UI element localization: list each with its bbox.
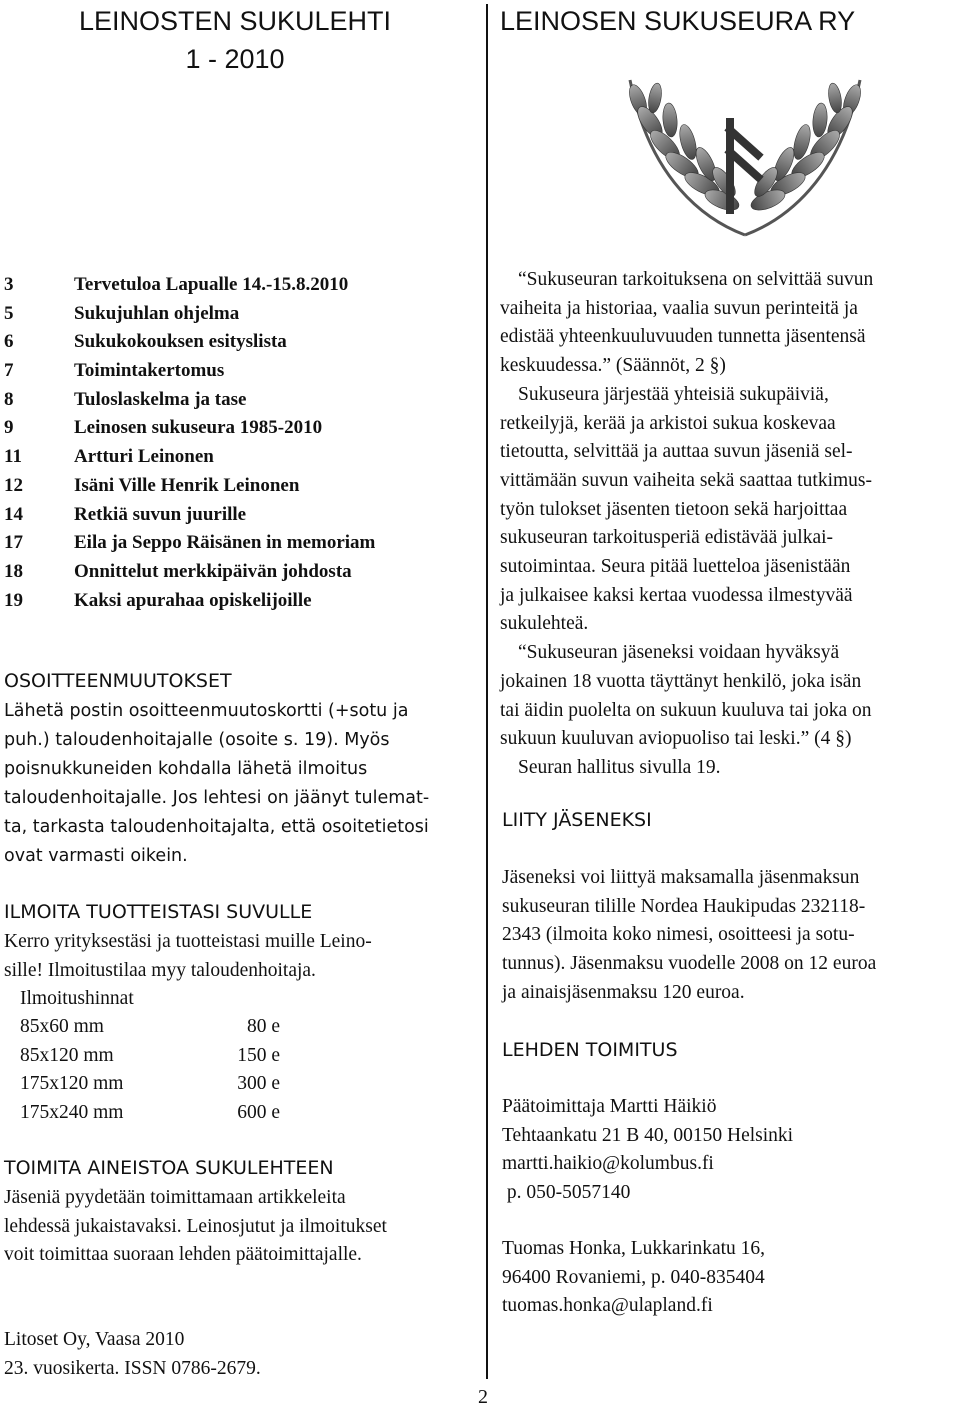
toc-title: Onnittelut merkkipäivän johdosta: [74, 560, 352, 582]
toc-title: Retkiä suvun juurille: [74, 503, 247, 525]
text-line: poisnukkuneiden kohdalla lähetä ilmoitus: [4, 759, 368, 779]
text-line: Lähetä postin osoitteenmuutoskortti (+sotu ja: [4, 701, 409, 721]
editor-in-chief: [502, 1093, 793, 1208]
submit-material-text: [4, 1184, 474, 1270]
column-divider: [486, 4, 488, 1379]
advertise-text: [4, 928, 474, 985]
magazine-issue: 1 - 2010: [185, 44, 285, 74]
editor-contact: [502, 1235, 765, 1321]
toc-row: [4, 386, 375, 415]
magazine-title: [0, 2, 470, 78]
toc-title: Tuloslaskelma ja tase: [74, 388, 247, 410]
toc-title: Sukukokouksen esityslista: [74, 331, 287, 353]
text-line: sukuun kuuluvan aviopuoliso tai leski.” (4 §): [500, 728, 852, 750]
toc-row: [4, 558, 375, 587]
text-line: “Sukuseuran tarkoituksena on selvittää suvun: [518, 269, 874, 290]
text-line: jokainen 18 vuotta täyttänyt henkilö, joka isän: [500, 670, 862, 692]
ad-price: 150 e: [237, 1045, 280, 1066]
toc-page-number: 17: [4, 532, 23, 554]
text-line: sukuseuran tilille Nordea Haukipudas 232118-: [502, 895, 866, 917]
text-line: voit toimittaa suoraan lehden päätoimittajalle.: [4, 1244, 362, 1266]
ad-price: 80 e: [246, 1016, 280, 1037]
text-line: työn tulokset jäsenten tietoon sekä harjoittaa: [500, 498, 848, 520]
submit-material-heading: TOIMITA AINEISTOA SUKULEHTEEN: [4, 1157, 334, 1179]
text-line: Tehtaankatu 21 B 40, 00150 Helsinki: [502, 1124, 794, 1146]
ad-size: 175x120 mm: [20, 1073, 124, 1094]
toc-title: Artturi Leinonen: [74, 446, 214, 468]
text-line: Jäseneksi voi liittyä maksamalla jäsenmaksun: [502, 867, 860, 888]
join-text: [502, 864, 958, 1008]
text-line: vaiheita ja historiaa, vaalia suvun perinteitä ja: [500, 297, 858, 319]
text-line: Päätoimittaja Martti Häikiö: [502, 1096, 717, 1117]
email-link[interactable]: tuomas.honka@ulapland.fi: [502, 1295, 713, 1317]
toc-row: [4, 443, 375, 472]
toc-row: [4, 414, 375, 443]
toc-row: [4, 300, 375, 329]
text-line: tietoutta, selvittää ja auttaa suvun jäseniä sel-: [500, 441, 853, 463]
toc-page-number: 6: [4, 331, 14, 353]
toc-page-number: 11: [4, 446, 22, 468]
toc-title: Eila ja Seppo Räisänen in memoriam: [74, 532, 376, 554]
text-line: ja ainaisjäsenmaksu 120 euroa.: [502, 981, 745, 1003]
advertise-heading: ILMOITA TUOTTEISTASI SUVULLE: [4, 901, 313, 923]
toc-title: Leinosen sukuseura 1985-2010: [74, 417, 323, 439]
address-changes-text: [4, 697, 464, 871]
join-heading: LIITY JÄSENEKSI: [502, 809, 652, 831]
ad-size: 85x120 mm: [20, 1045, 114, 1066]
text-line: Jäseniä pyydetään toimittamaan artikkeleita: [4, 1187, 346, 1208]
text-line: Seuran hallitus sivulla 19.: [518, 756, 721, 778]
toc-title: Kaksi apurahaa opiskelijoille: [74, 589, 312, 611]
price-row: [20, 1042, 280, 1071]
ad-price: 600 e: [237, 1102, 280, 1123]
price-row: [20, 1099, 280, 1128]
editorial-heading: LEHDEN TOIMITUS: [502, 1039, 678, 1061]
toc-page-number: 19: [4, 589, 23, 611]
magazine-title-line1: LEINOSTEN SUKULEHTI: [78, 6, 392, 36]
ad-size: 85x60 mm: [20, 1016, 104, 1037]
text-line: vittämään suvun vaiheita sekä saattaa tutkimus-: [500, 469, 873, 491]
price-row: [20, 1070, 280, 1099]
text-line: taloudenhoitajalle. Jos lehtesi on jäänyt tulemat-: [4, 788, 430, 808]
toc-row: [4, 501, 375, 530]
text-line: 2343 (ilmoita koko nimesi, osoitteesi ja sotu-: [502, 924, 855, 946]
price-row: [20, 1013, 280, 1042]
text-line: Kerro yrityksestäsi ja tuotteistasi muille Leino-: [4, 931, 372, 952]
text-line: Tuomas Honka, Lukkarinkatu 16,: [502, 1238, 766, 1259]
text-line: sukuseuran tarkoitusperiä edistävää julkai-: [500, 527, 834, 549]
toc-page-number: 7: [4, 360, 14, 382]
text-line: ta, tarkasta taloudenhoitajalta, että osoitetietosi: [4, 817, 429, 837]
toc-row: [4, 529, 375, 558]
purpose-text: [500, 266, 960, 783]
toc-title: Toimintakertomus: [74, 360, 225, 382]
email-link[interactable]: martti.haikio@kolumbus.fi: [502, 1153, 714, 1175]
text-line: p. 050-5057140: [502, 1182, 631, 1204]
toc-row: [4, 271, 375, 300]
ad-price: 300 e: [237, 1073, 280, 1094]
table-of-contents: [4, 271, 375, 615]
text-line: ja julkaisee kaksi kertaa vuodessa ilmestyvää: [500, 584, 853, 606]
toc-page-number: 12: [4, 474, 23, 496]
text-line: tai äidin puolelta on sukuun kuuluva tai joka on: [500, 699, 872, 721]
toc-row: [4, 328, 375, 357]
toc-title: Tervetuloa Lapualle 14.-15.8.2010: [74, 274, 349, 295]
toc-page-number: 3: [4, 274, 14, 295]
text-line: ovat varmasti oikein.: [4, 846, 188, 866]
text-line: “Sukuseuran jäseneksi voidaan hyväksyä: [518, 642, 840, 664]
association-title: LEINOSEN SUKUSEURA RY: [500, 6, 856, 36]
page-number: 2: [478, 1386, 488, 1408]
toc-page-number: 18: [4, 560, 23, 582]
toc-page-number: 8: [4, 388, 14, 410]
toc-row: [4, 587, 375, 616]
toc-page-number: 5: [4, 302, 14, 324]
toc-row: [4, 472, 375, 501]
text-line: Sukuseura järjestää yhteisiä sukupäiviä,: [518, 383, 829, 405]
toc-title: Sukujuhlan ohjelma: [74, 302, 240, 324]
text-line: sille! Ilmoitustilaa myy taloudenhoitaja.: [4, 959, 316, 981]
wheat-logo-icon: [610, 60, 880, 250]
toc-title: Isäni Ville Henrik Leinonen: [74, 474, 300, 496]
address-changes-heading: OSOITTEENMUUTOKSET: [4, 670, 232, 692]
text-line: edistää yhteenkuuluvuuden tunnetta jäsentensä: [500, 326, 866, 348]
toc-row: [4, 357, 375, 386]
text-line: puh.) taloudenhoitajalle (osoite s. 19). Myös: [4, 730, 390, 750]
ad-size: 175x240 mm: [20, 1102, 124, 1123]
printer-info: [4, 1326, 474, 1383]
text-line: Litoset Oy, Vaasa 2010: [4, 1329, 185, 1350]
text-line: retkeilyjä, kerää ja arkistoi sukua koskevaa: [500, 412, 836, 434]
toc-page-number: 14: [4, 503, 23, 525]
toc-page-number: 9: [4, 417, 14, 439]
text-line: lehdessä jukaistavaksi. Leinosjutut ja ilmoitukset: [4, 1215, 387, 1237]
text-line: sukulehteä.: [500, 613, 589, 635]
text-line: keskuudessa.” (Säännöt, 2 §): [500, 355, 726, 377]
ad-prices-label: Ilmoitushinnat: [20, 988, 134, 1009]
text-line: tunnus). Jäsenmaksu vuodelle 2008 on 12 euroa: [502, 953, 877, 975]
text-line: sutoimintaa. Seura pitää luetteloa jäsenistään: [500, 556, 851, 578]
text-line: 96400 Rovaniemi, p. 040-835404: [502, 1266, 765, 1288]
text-line: 23. vuosikerta. ISSN 0786-2679.: [4, 1357, 261, 1379]
